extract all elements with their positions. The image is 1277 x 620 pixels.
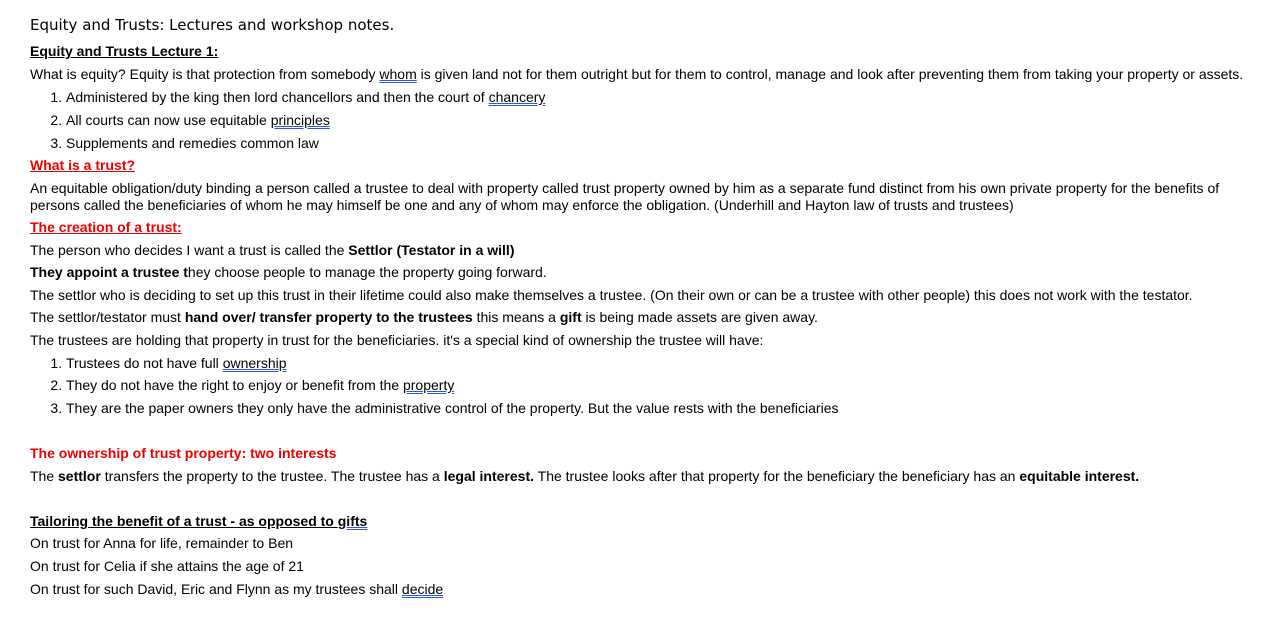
list-item	[66, 89, 1257, 106]
transfer-text-1: The settlor/testator must	[30, 309, 185, 325]
holding-line: The trustees are holding that property in trust for the beneficiaries. it's a special kind of ownership the trustee will have:	[30, 332, 764, 348]
list-item	[66, 112, 1257, 129]
list-item-text: They are the paper owners they only have the administrative control of the property. But the value rests with the beneficiaries	[66, 400, 839, 416]
example-line-2: On trust for Celia if she attains the age of 21	[30, 558, 304, 574]
spelling-flag-ownership[interactable]: ownership	[222, 355, 287, 371]
document-title: Equity and Trusts: Lectures and workshop notes.	[30, 16, 395, 34]
tailoring-heading	[30, 513, 1257, 530]
lifetime-line: The settlor who is deciding to set up this trust in their lifetime could also make themselves a trustee. (On their own or can be a trustee with other people) this does not work with the testator.	[30, 287, 1193, 303]
settlor-bold: settlor	[58, 468, 101, 484]
list-item	[66, 377, 1257, 394]
interests-heading: The ownership of trust property: two interests	[30, 445, 337, 461]
list-item-text: Trustees do not have full	[66, 355, 223, 371]
list-item	[66, 135, 1257, 152]
settlor-line-text: The person who decides I want a trust is called the	[30, 242, 349, 258]
equity-definition-start: What is equity? Equity is that protection from somebody	[30, 66, 380, 82]
spelling-flag-decide[interactable]: decide	[401, 581, 444, 597]
list-item	[66, 355, 1257, 372]
example-line-3-text: On trust for such David, Eric and Flynn as my trustees shall	[30, 581, 402, 597]
list-item	[66, 400, 1257, 417]
interests-line	[30, 468, 1257, 485]
settlor-term: Settlor (Testator in a will)	[348, 242, 515, 258]
transfer-term: hand over/ transfer property to the trustees	[184, 309, 473, 325]
equity-definition-end: is given land not for them outright but for them to control, manage and look after preventing them from taking your property or assets.	[416, 66, 1244, 82]
spelling-flag-whom[interactable]: whom	[379, 66, 417, 82]
gift-term: gift	[559, 309, 582, 325]
list-item-text: They do not have the right to enjoy or benefit from the	[66, 377, 403, 393]
appoint-line-text: hey choose people to manage the property going forward.	[187, 264, 547, 280]
tailoring-heading-text: Tailoring the benefit of a trust - as opposed to	[30, 513, 338, 529]
equity-list	[30, 89, 1257, 152]
trust-heading: What is a trust?	[30, 157, 136, 173]
spelling-flag-chancery[interactable]: chancery	[488, 89, 546, 105]
appoint-line	[30, 264, 1257, 281]
transfer-text-2: this means a	[472, 309, 560, 325]
interests-text-3: The trustee looks after that property for the beneficiary the beneficiary has an	[534, 468, 1020, 484]
settlor-line	[30, 242, 1257, 259]
creation-heading: The creation of a trust:	[30, 219, 182, 235]
equitable-interest-bold: equitable interest.	[1019, 468, 1140, 484]
ownership-list	[30, 355, 1257, 417]
interests-text-2: transfers the property to the trustee. The trustee has a	[100, 468, 444, 484]
equity-definition	[30, 66, 1257, 83]
trust-definition: An equitable obligation/duty binding a person called a trustee to deal with property called trust property owned by him as a separate fund distinct from his own private property for the benefits of persons called the beneficiaries of whom he may himself be one and any of whom may enforce the obligation. (Underhill and Hayton law of trusts and trustees)	[30, 180, 1220, 213]
list-item-text: Administered by the king then lord chancellors and then the court of	[66, 89, 489, 105]
interests-text-1: The	[30, 468, 59, 484]
transfer-text-3: is being made assets are given away.	[581, 309, 818, 325]
spelling-flag-property[interactable]: property	[402, 377, 455, 393]
legal-interest-bold: legal interest.	[443, 468, 535, 484]
example-line-3	[30, 581, 1257, 598]
lecture-heading: Equity and Trusts Lecture 1:	[30, 43, 219, 59]
appoint-term: They appoint a trustee t	[30, 264, 188, 280]
list-item-text: Supplements and remedies common law	[66, 135, 319, 151]
spelling-flag-principles[interactable]: principles	[270, 112, 330, 128]
transfer-line	[30, 309, 1257, 326]
spelling-flag-gifts[interactable]: gifts	[337, 513, 368, 529]
example-line-1: On trust for Anna for life, remainder to Ben	[30, 535, 294, 551]
list-item-text: All courts can now use equitable	[66, 112, 271, 128]
